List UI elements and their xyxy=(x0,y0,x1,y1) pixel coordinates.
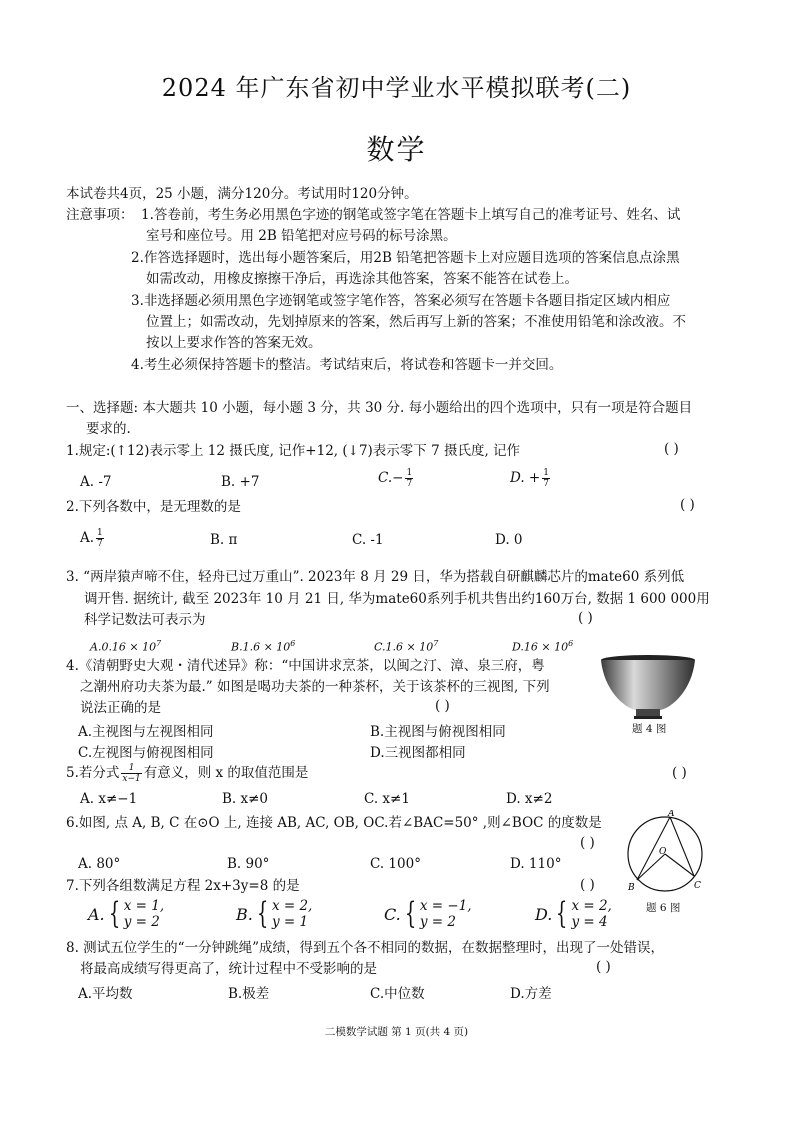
point-a-label: A xyxy=(668,810,675,819)
q8-option-c: C.中位数 xyxy=(370,986,425,1002)
q3-b-exp: 6 xyxy=(290,639,296,648)
q8-answer-paren: ( ) xyxy=(596,959,611,975)
section1-heading: 一、选择题: 本大题共 10 小题，每小题 3 分，共 30 分. 每小题给出的四个选项中，只有一项是符合题目 xyxy=(66,400,693,416)
q1-option-b: B. +7 xyxy=(221,474,260,490)
q2-a-denominator: 7 xyxy=(97,539,103,549)
q4-option-d: D.三视图都相同 xyxy=(370,745,466,761)
q7-b-brace: { xyxy=(256,896,269,931)
q4-line2: 之潮州府功夫茶为最.” 如图是喝功夫茶的一种茶杯，关于该茶杯的三视图, 下列 xyxy=(80,679,550,695)
q3-c-base: C.1.6 × 10 xyxy=(374,640,434,654)
q7-option-d xyxy=(535,898,612,930)
q3-d-exp: 6 xyxy=(568,639,574,648)
point-c-label: C xyxy=(694,881,701,891)
q5-stem-pre: 5.若分式 xyxy=(66,765,120,781)
q5-option-c: C. x≠1 xyxy=(364,791,410,807)
q7-d-eq1: x = 2, xyxy=(571,898,612,914)
q2-answer-paren: ( ) xyxy=(680,497,695,513)
q8-line1: 8. 测试五位学生的“一分钟跳绳”成绩，得到五个各不相同的数据，在数据整理时，出现了一处错误， xyxy=(66,940,664,956)
notice-2-line2: 如需改动，用橡皮擦擦干净后，再选涂其他答案，答案不能答在试卷上。 xyxy=(146,271,578,287)
q3-option-b xyxy=(231,639,295,654)
q7-c-eq2: y = 2 xyxy=(419,914,456,930)
point-o-label: O xyxy=(659,847,667,857)
q4-answer-paren: ( ) xyxy=(435,698,450,714)
notice-2-line1: 2.作答选择题时，选出每小题答案后，用2B 铅笔把答题卡上对应题目选项的答案信息点涂黑 xyxy=(131,250,680,266)
q1-option-d-label: D. + xyxy=(510,470,541,486)
q5-denominator: x−1 xyxy=(122,774,141,784)
q7-c-label: C. xyxy=(384,904,401,924)
q5-numerator: 1 xyxy=(121,763,141,774)
q8-option-b: B.极差 xyxy=(228,986,270,1002)
subject-title: 数学 xyxy=(366,133,427,166)
q7-option-a xyxy=(88,898,164,930)
q2-option-a-label: A. xyxy=(80,530,95,546)
intro-text: 本试卷共4页，25 小题，满分120分。考试用时120分钟。 xyxy=(66,186,418,202)
q7-answer-paren: ( ) xyxy=(580,877,595,893)
q3-c-exp: 7 xyxy=(433,639,439,648)
q7-c-eq1: x = −1, xyxy=(419,898,472,914)
notice-label: 注意事项： xyxy=(66,207,134,223)
q4-option-b: B.主视图与俯视图相同 xyxy=(370,724,506,740)
q3-b-base: B.1.6 × 10 xyxy=(231,640,291,654)
q3-a-base: A.0.16 × 10 xyxy=(90,640,157,654)
q3-d-base: D.16 × 10 xyxy=(512,640,569,654)
q6-option-a: A. 80° xyxy=(78,856,121,872)
q1-c-denominator: 7 xyxy=(406,479,413,489)
segment-ob xyxy=(637,854,665,880)
section1-heading-line2: 要求的. xyxy=(86,421,131,437)
teacup-image xyxy=(600,654,696,720)
q7-option-b xyxy=(236,898,312,930)
q4-option-a: A.主视图与左视图相同 xyxy=(78,724,214,740)
q3-line3: 科学记数法可表示为 xyxy=(84,612,206,628)
q4-option-c: C.左视图与俯视图相同 xyxy=(78,745,214,761)
q1-c-numerator: 1 xyxy=(406,468,413,478)
q3-option-a xyxy=(90,639,161,654)
exam-title: 2024 年广东省初中学业水平模拟联考(二) xyxy=(161,74,632,102)
q5-option-b: B. x≠0 xyxy=(222,791,269,807)
q1-option-c-label: C.− xyxy=(378,470,404,486)
q1-stem: 1.规定:(↑12)表示零上 12 摄氏度, 记作+12, (↓7)表示零下 7 摄氏度, 记作 xyxy=(66,443,521,459)
q6-answer-paren: ( ) xyxy=(580,835,595,851)
q7-c-brace: { xyxy=(404,896,417,931)
q6-stem: 6.如图, 点 A, B, C 在⊙O 上, 连接 AB, AC, OB, OC.若∠BAC=50° ,则∠BOC 的度数是 xyxy=(66,815,602,831)
q1-d-denominator: 7 xyxy=(543,479,549,489)
q2-option-a xyxy=(80,528,106,549)
q1-d-numerator: 1 xyxy=(543,468,549,478)
q5-option-a: A. x≠−1 xyxy=(80,791,138,807)
q1-option-d xyxy=(510,468,552,489)
q7-a-label: A. xyxy=(88,904,105,924)
q7-a-brace: { xyxy=(108,896,120,931)
q6-option-b: B. 90° xyxy=(227,856,270,872)
notice-3-line2: 位置上；如需改动，先划掉原来的答案，然后再写上新的答案；不准使用铅笔和涂改液。不 xyxy=(146,314,686,330)
q3-option-d xyxy=(512,639,573,654)
q8-option-d: D.方差 xyxy=(510,986,552,1002)
circle-diagram xyxy=(622,810,708,896)
q8-option-a: A.平均数 xyxy=(78,986,133,1002)
page-footer: 二模数学试题 第 1 页(共 4 页) xyxy=(324,1026,469,1038)
q2-option-d: D. 0 xyxy=(495,532,523,548)
q7-d-brace: { xyxy=(556,896,568,931)
q3-answer-paren: ( ) xyxy=(578,610,593,626)
notice-3-line1: 3.非选择题必须用黑色字迹钢笔或签字笔作答，答案必须写在答题卡各题目指定区域内相应 xyxy=(131,293,671,309)
q7-b-label: B. xyxy=(236,904,253,924)
q6-option-c: C. 100° xyxy=(370,856,421,872)
q5-stem xyxy=(66,763,308,784)
notice-1-line2: 室号和座位号。用 2B 铅笔把对应号码的标号涂黑。 xyxy=(146,228,457,244)
q7-option-c xyxy=(384,898,472,930)
q3-line1: 3. “两岸猿声啼不住，轻舟已过万重山”. 2023年 8 月 29 日，华为搭载自研麒麟芯片的mate60 系列低 xyxy=(66,569,685,585)
q7-a-eq1: x = 1, xyxy=(123,898,165,914)
q4-line1: 4.《清朝野史大观・清代述异》称：“中国讲求烹茶，以闽之汀、漳、泉三府，粤 xyxy=(66,658,545,674)
q3-option-c xyxy=(374,639,438,654)
q7-d-label: D. xyxy=(535,904,553,924)
q4-line3: 说法正确的是 xyxy=(80,700,161,716)
q2-option-b: B. π xyxy=(210,532,238,548)
q2-stem: 2.下列各数中，是无理数的是 xyxy=(66,499,241,515)
q1-answer-paren: ( ) xyxy=(664,441,679,457)
q5-option-d: D. x≠2 xyxy=(506,791,553,807)
notice-3-line3: 按以上要求作答的答案无效。 xyxy=(146,335,322,351)
q7-d-eq2: y = 4 xyxy=(571,914,608,930)
q1-option-a: A. -7 xyxy=(80,474,112,490)
q6-option-d: D. 110° xyxy=(510,856,562,872)
q8-line2: 将最高成绩写得更高了，统计过程中不受影响的是 xyxy=(80,961,377,977)
q7-a-eq2: y = 2 xyxy=(123,914,160,930)
q2-a-numerator: 1 xyxy=(97,528,103,538)
q4-figure-caption: 题 4 图 xyxy=(632,723,667,735)
q2-option-c: C. -1 xyxy=(352,532,384,548)
q5-answer-paren: ( ) xyxy=(672,765,687,781)
q3-a-exp: 7 xyxy=(156,639,162,648)
q3-line2: 调开售. 据统计, 截至 2023年 10 月 21 日, 华为mate60系列手机共售出约160万台, 数据 1 600 000用 xyxy=(84,591,710,607)
q7-b-eq1: x = 2, xyxy=(271,898,313,914)
notice-1-line1: 1.答卷前，考生务必用黑色字迹的钢笔或签字笔在答题卡上填写自己的准考证号、姓名、试 xyxy=(141,207,681,223)
notice-4-line1: 4.考生必须保持答题卡的整洁。考试结束后，将试卷和答题卡一并交回。 xyxy=(131,357,563,373)
q6-figure-caption: 题 6 图 xyxy=(646,902,681,914)
point-b-label: B xyxy=(628,883,635,893)
q5-stem-post: 有意义，则 x 的取值范围是 xyxy=(143,765,309,781)
q7-b-eq2: y = 1 xyxy=(271,914,309,930)
q1-option-c xyxy=(378,468,415,489)
q7-stem: 7.下列各组数满足方程 2x+3y=8 的是 xyxy=(66,878,300,894)
